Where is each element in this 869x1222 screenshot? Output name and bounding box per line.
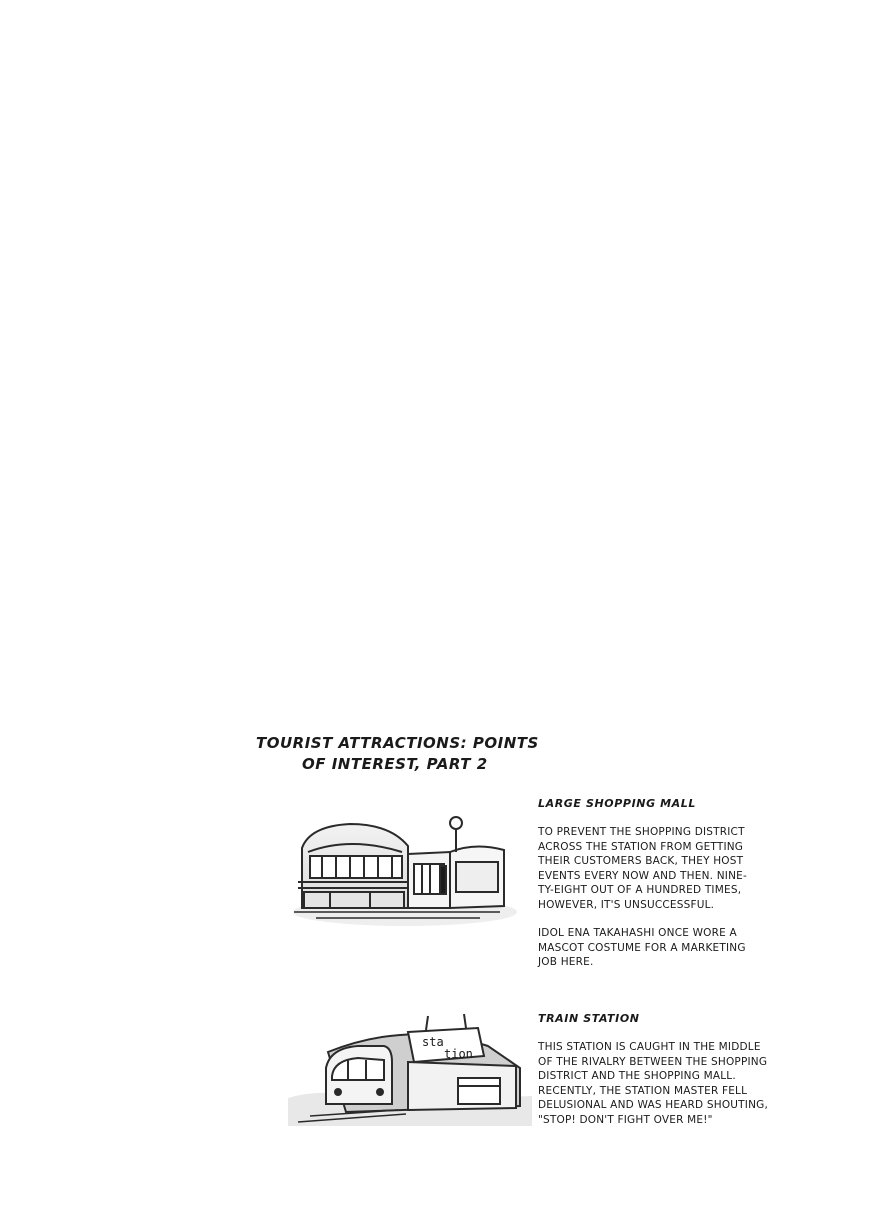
mall-side-building <box>408 852 450 908</box>
mall-right-building <box>450 846 504 908</box>
train-station-paragraph-1: THIS STATION IS CAUGHT IN THE MIDDLE OF THE RIVALRY BETWEEN THE SHOPPING DISTRICT AND THE SHOPPING MALL. RECENTLY, THE STATION MASTER FELL DELUSIONAL AND WAS HEARD SHOUTING, "STOP! DON'T FIGHT OVER ME!" <box>538 1041 769 1126</box>
mall-main-building <box>298 824 414 908</box>
lamp-post <box>450 817 462 852</box>
shopping-mall-illustration <box>290 808 520 928</box>
page-title <box>256 733 586 775</box>
shopping-mall-paragraph-1: TO PREVENT THE SHOPPING DISTRICT ACROSS THE STATION FROM GETTING THEIR CUSTOMERS BACK, THEY HOST EVENTS EVERY NOW AND THEN. NINE- TY-EIGHT OUT OF A HUNDRED TIMES, HOWEVER, IT'S UNSUCCESSFUL. <box>538 826 747 911</box>
page-title-line-2: OF INTEREST, PART 2 <box>302 755 488 773</box>
section-body-shopping-mall <box>538 825 838 984</box>
train <box>326 1046 392 1104</box>
station-sign-text-1: sta <box>422 1035 444 1049</box>
section-heading-train-station: TRAIN STATION <box>538 1012 640 1025</box>
page-title-line-1: TOURIST ATTRACTIONS: POINTS <box>256 734 539 752</box>
station-sign-text-2: tion <box>444 1047 473 1061</box>
shopping-mall-paragraph-2: IDOL ENA TAKAHASHI ONCE WORE A MASCOT COSTUME FOR A MARKETING JOB HERE. <box>538 927 746 968</box>
train-station-illustration <box>288 1006 532 1126</box>
section-body-train-station <box>538 1040 838 1141</box>
section-heading-shopping-mall: LARGE SHOPPING MALL <box>538 797 697 810</box>
